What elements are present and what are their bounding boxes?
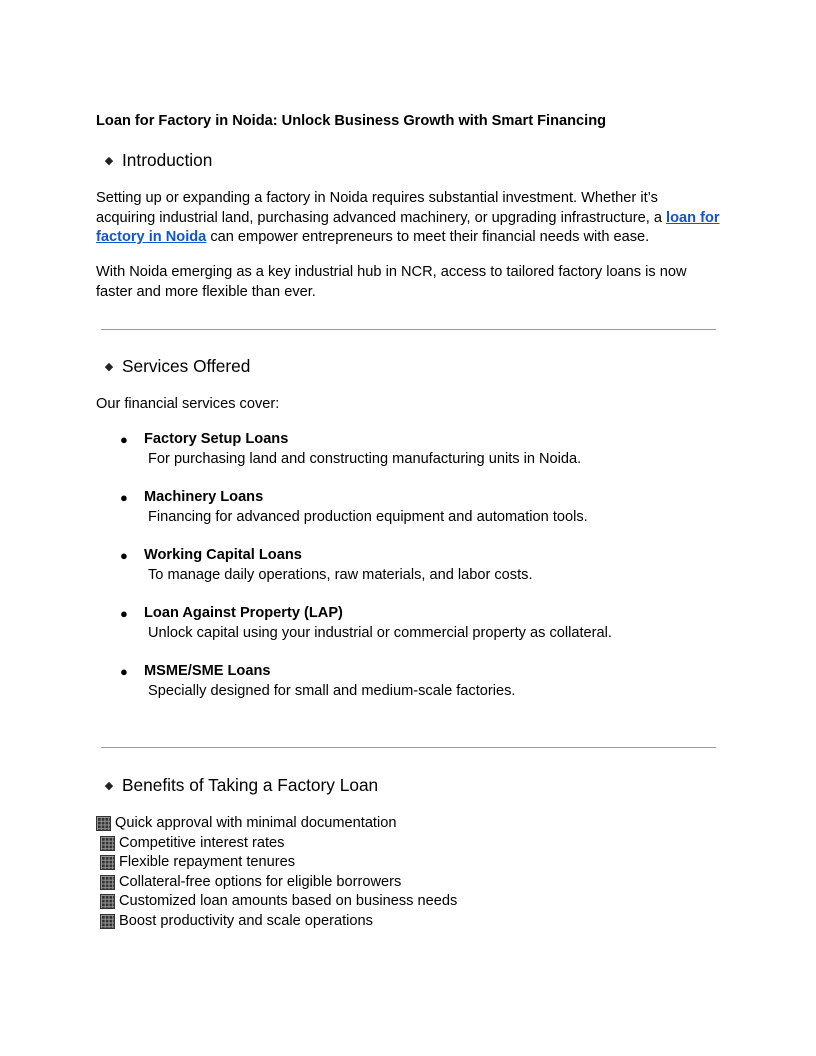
list-item [96,488,720,546]
list-item [96,912,720,932]
section-divider [101,329,716,330]
list-item [96,853,720,873]
service-description: To manage daily operations, raw materials, and labor costs. [148,566,533,583]
grid-box-icon [100,855,115,870]
benefit-text: Collateral-free options for eligible borrowers [119,873,402,890]
benefits-heading-text: Benefits of Taking a Factory Loan [122,775,379,795]
document-title: Loan for Factory in Noida: Unlock Business Growth with Smart Financing [96,113,607,129]
service-name: Factory Setup Loans [144,431,289,447]
bullet-icon: ● [120,606,128,621]
benefits-heading [96,775,378,796]
service-name: Working Capital Loans [144,547,302,563]
list-item [96,546,720,604]
list-item [96,604,720,662]
list-item [96,834,720,854]
intro-heading [96,150,212,171]
service-description: Unlock capital using your industrial or commercial property as collateral. [148,624,612,641]
benefits-list [96,814,720,931]
grid-box-icon [96,816,111,831]
benefit-text: Flexible repayment tenures [119,854,296,870]
bullet-icon: ● [120,490,128,505]
service-name: Loan Against Property (LAP) [144,605,343,621]
benefit-text: Quick approval with minimal documentation [115,815,397,831]
bullet-icon: ● [120,432,128,447]
service-description: For purchasing land and constructing manufacturing units in Noida. [148,450,582,467]
list-item [96,892,720,912]
grid-box-icon [100,894,115,909]
intro-paragraph-1: Setting up or expanding a factory in Noida requires substantial investment. Whether it’s acquiring industrial land, purchasing advanced machinery, or upgrading infrastructure, a loan for factory in Noida can empower entrepreneurs to meet their financial needs with ease. [96,190,720,245]
services-list [96,430,720,720]
grid-box-icon [100,875,115,890]
service-description: Financing for advanced production equipment and automation tools. [148,508,588,525]
bullet-icon: ● [120,664,128,679]
service-name: MSME/SME Loans [144,663,271,679]
diamond-bullet-icon: ◆ [104,361,114,373]
benefit-text: Boost productivity and scale operations [119,912,373,929]
grid-box-icon [100,836,115,851]
benefit-text: Competitive interest rates [119,834,285,851]
services-heading [96,356,250,377]
loan-for-factory-link[interactable]: loan for factory in Noida [96,209,720,245]
list-item [96,814,720,834]
list-item [96,430,720,488]
bullet-icon: ● [120,548,128,563]
diamond-bullet-icon: ◆ [104,780,114,792]
service-name: Machinery Loans [144,489,264,505]
service-description: Specially designed for small and medium-scale factories. [148,682,516,699]
services-heading-text: Services Offered [122,356,251,376]
section-divider [101,747,716,748]
list-item [96,662,720,720]
grid-box-icon [100,914,115,929]
intro-heading-text: Introduction [122,150,213,170]
diamond-bullet-icon: ◆ [104,155,114,167]
benefit-text: Customized loan amounts based on business needs [119,893,458,909]
list-item [96,873,720,893]
intro-paragraph-2: With Noida emerging as a key industrial hub in NCR, access to tailored factory loans is now faster and more flexible than ever. [96,264,687,300]
services-lead: Our financial services cover: [96,396,280,412]
